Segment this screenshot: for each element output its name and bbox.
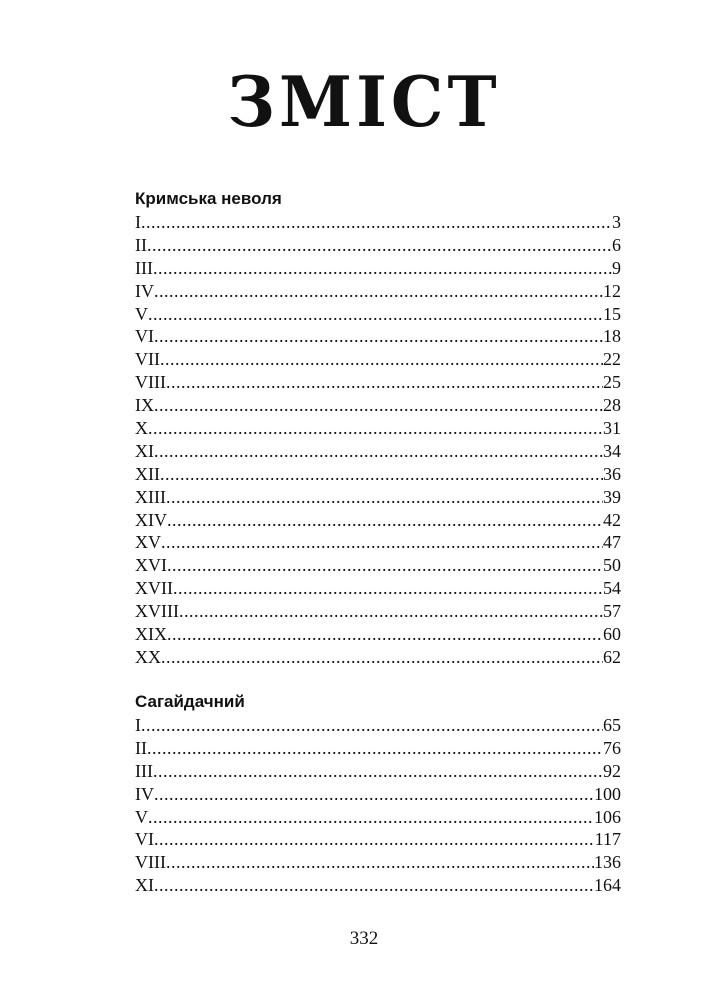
toc-section	[135, 690, 621, 897]
dot-leader	[148, 303, 603, 326]
toc-entry-label: XVI	[135, 555, 167, 576]
toc-entry-label: IV	[135, 783, 154, 804]
dot-leader	[167, 554, 603, 577]
toc-entries	[135, 211, 621, 669]
toc-entry	[135, 486, 621, 509]
dot-leader	[160, 348, 603, 371]
dot-leader	[154, 828, 595, 851]
toc-entry	[135, 714, 621, 737]
toc-entry	[135, 211, 621, 234]
toc-entry-page: 106	[594, 806, 621, 827]
toc-entry	[135, 348, 621, 371]
toc-entry-page: 34	[603, 440, 621, 461]
toc-entry-label: VIII	[135, 372, 166, 393]
toc-entry	[135, 509, 621, 532]
dot-leader	[141, 211, 612, 234]
toc-entry-page: 36	[603, 463, 621, 484]
toc-entry-label: XII	[135, 463, 160, 484]
toc-entry-page: 22	[603, 349, 621, 370]
dot-leader	[166, 486, 603, 509]
toc-entry-label: XVII	[135, 578, 173, 599]
toc-entry-page: 100	[594, 783, 621, 804]
toc-entry	[135, 303, 621, 326]
toc-entry	[135, 783, 621, 806]
dot-leader	[154, 280, 603, 303]
toc-entry-page: 92	[603, 760, 621, 781]
toc-entry	[135, 828, 621, 851]
section-title: Кримська неволя	[135, 189, 282, 208]
toc-entry-label: XI	[135, 440, 154, 461]
toc-entry	[135, 280, 621, 303]
dot-leader	[153, 257, 612, 280]
toc-section	[135, 187, 621, 669]
toc-entry	[135, 760, 621, 783]
toc-entry	[135, 851, 621, 874]
dot-leader	[154, 874, 594, 897]
toc-entry-label: XIX	[135, 624, 167, 645]
toc-entry-label: II	[135, 737, 147, 758]
toc-entry-label: VII	[135, 349, 160, 370]
dot-leader	[141, 714, 603, 737]
dot-leader	[167, 623, 603, 646]
toc-entry-page: 76	[603, 737, 621, 758]
toc-entry	[135, 463, 621, 486]
toc-entry-page: 164	[594, 875, 621, 896]
dot-leader	[154, 325, 603, 348]
dot-leader	[154, 394, 603, 417]
toc-entry-label: VI	[135, 326, 154, 347]
dot-leader	[148, 806, 594, 829]
dot-leader	[148, 417, 603, 440]
toc-entry	[135, 257, 621, 280]
toc-entry-page: 62	[603, 646, 621, 667]
dot-leader	[167, 509, 603, 532]
toc-entry	[135, 737, 621, 760]
toc-entry	[135, 554, 621, 577]
toc-entry-label: III	[135, 760, 153, 781]
toc-entry-page: 50	[603, 555, 621, 576]
toc-entry-page: 47	[603, 532, 621, 553]
dot-leader	[161, 531, 603, 554]
toc-entry-label: VIII	[135, 852, 166, 873]
toc-entry-label: V	[135, 303, 148, 324]
toc-entry-page: 6	[612, 234, 621, 255]
dot-leader	[166, 851, 594, 874]
toc-entries	[135, 714, 621, 897]
toc-entry-label: XIV	[135, 509, 167, 530]
toc-entry-label: I	[135, 715, 141, 735]
toc-entry	[135, 874, 621, 897]
toc-entry	[135, 417, 621, 440]
toc-entry-label: IV	[135, 280, 154, 301]
dot-leader	[154, 783, 594, 806]
dot-leader	[153, 760, 603, 783]
toc-entry-label: X	[135, 418, 148, 439]
toc-entry	[135, 623, 621, 646]
toc-entry-page: 3	[612, 212, 621, 232]
toc-entry-label: V	[135, 806, 148, 827]
toc-entry-label: II	[135, 234, 147, 255]
toc-entry-page: 42	[603, 509, 621, 530]
toc-entry-label: VI	[135, 829, 154, 850]
dot-leader	[160, 463, 603, 486]
toc-entry-label: XIII	[135, 486, 166, 507]
dot-leader	[166, 371, 603, 394]
toc-entry-page: 18	[603, 326, 621, 347]
toc-entry-page: 60	[603, 624, 621, 645]
toc-entry-page: 57	[603, 601, 621, 622]
toc-entry-page: 31	[603, 418, 621, 439]
toc-entry-page: 54	[603, 578, 621, 599]
toc-entry-label: XVIII	[135, 601, 179, 622]
dot-leader	[179, 600, 603, 623]
toc-entry	[135, 325, 621, 348]
toc-entry-page: 65	[603, 715, 621, 735]
dot-leader	[147, 737, 603, 760]
toc-entry-label: IX	[135, 395, 154, 416]
toc-entry-page: 117	[594, 829, 621, 850]
toc-entry	[135, 646, 621, 669]
page-title: ЗМІСТ	[227, 61, 501, 143]
toc-entry	[135, 234, 621, 257]
toc-entry-label: III	[135, 257, 153, 278]
toc-entry	[135, 577, 621, 600]
toc-entry-page: 136	[594, 852, 621, 873]
toc-entry	[135, 531, 621, 554]
toc-entry	[135, 806, 621, 829]
toc-entry-page: 39	[603, 486, 621, 507]
toc-entry-label: XV	[135, 532, 161, 553]
dot-leader	[161, 646, 603, 669]
toc-entry-page: 15	[603, 303, 621, 324]
toc-entry-page: 9	[612, 257, 621, 278]
toc-entry	[135, 371, 621, 394]
toc-entry-page: 12	[603, 280, 621, 301]
dot-leader	[154, 440, 603, 463]
toc-entry	[135, 394, 621, 417]
toc-entry	[135, 600, 621, 623]
toc-entry	[135, 440, 621, 463]
dot-leader	[147, 234, 612, 257]
toc-entry-label: XI	[135, 875, 154, 896]
toc-entry-label: XX	[135, 646, 161, 667]
page-number: 332	[349, 928, 379, 949]
section-title: Сагайдачний	[135, 692, 245, 711]
toc-entry-page: 28	[603, 395, 621, 416]
dot-leader	[173, 577, 603, 600]
toc-entry-page: 25	[603, 372, 621, 393]
toc-entry-label: I	[135, 212, 141, 232]
